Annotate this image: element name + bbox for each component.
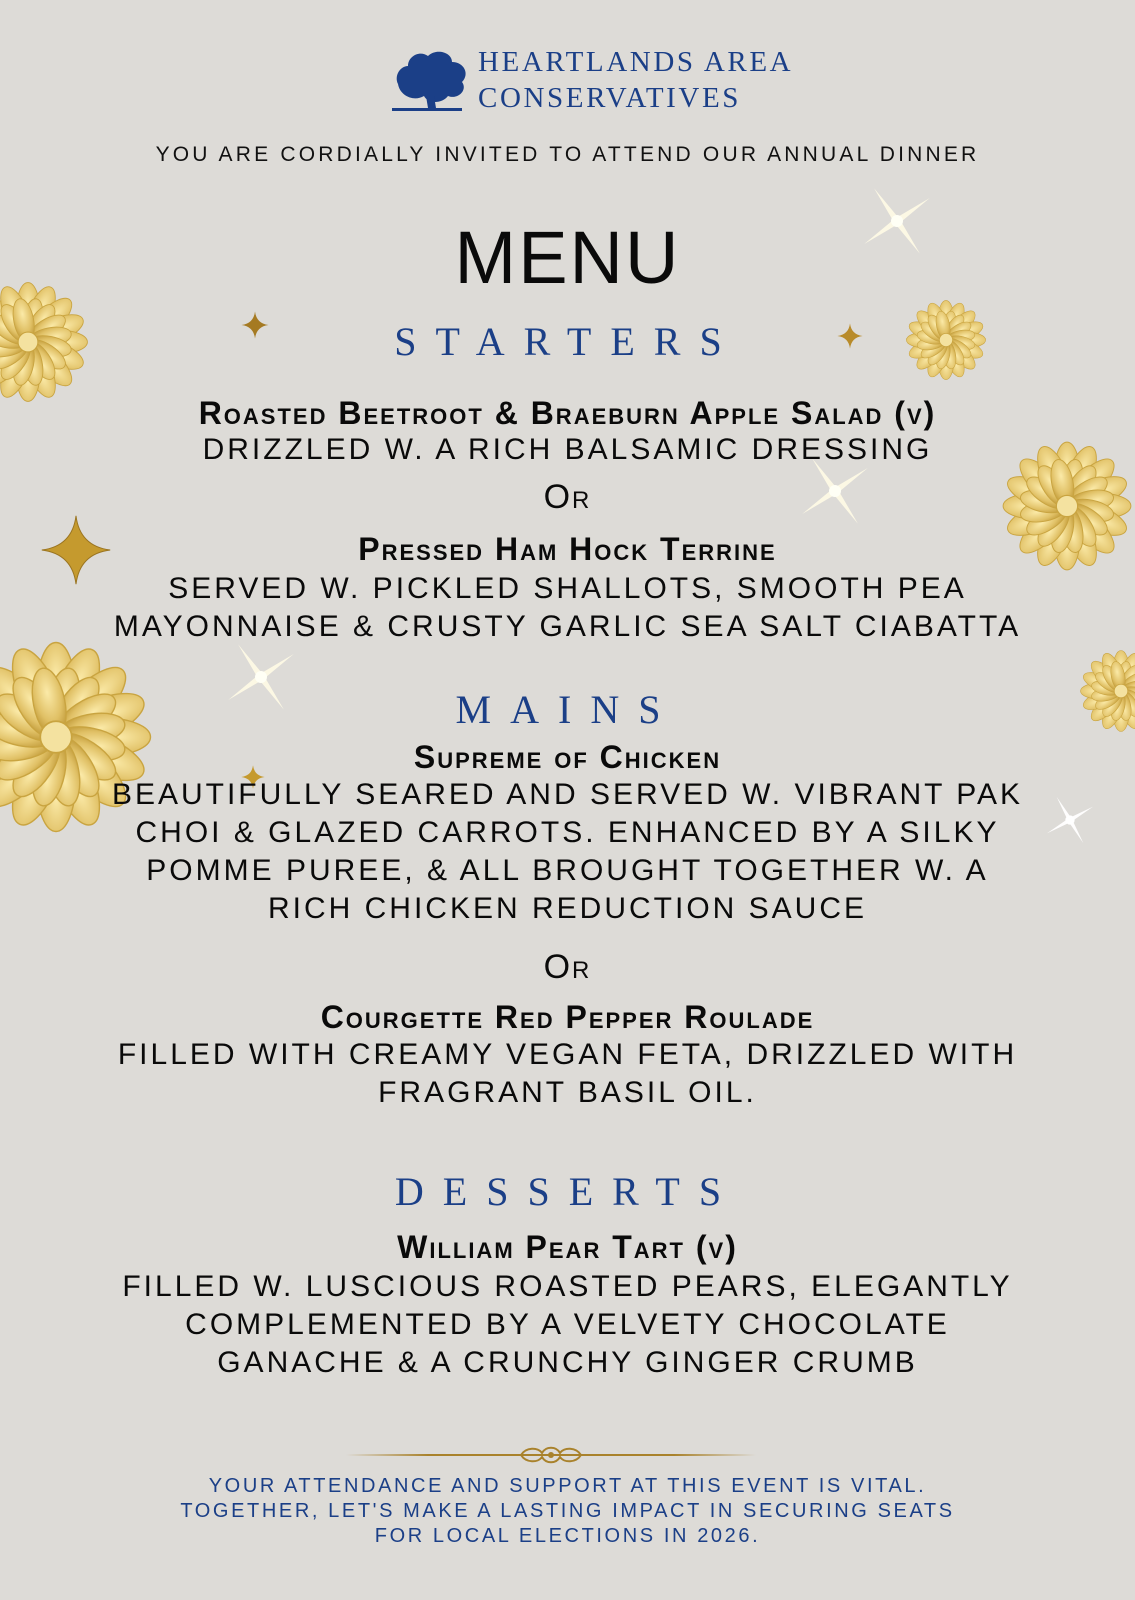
dish-description-line: SERVED W. PICKLED SHALLOTS, SMOOTH PEA bbox=[168, 572, 967, 605]
section-mains-heading: MAINS bbox=[455, 687, 680, 732]
dish-name: Courgette Red Pepper Roulade bbox=[320, 999, 815, 1035]
dish-description-line: FILLED WITH CREAMY VEGAN FETA, DRIZZLED WITH bbox=[117, 1038, 1018, 1071]
footer-line: YOUR ATTENDANCE AND SUPPORT AT THIS EVENT IS VITAL. bbox=[208, 1475, 927, 1497]
dish-name: Pressed Ham Hock Terrine bbox=[358, 531, 777, 567]
dish-name: Roasted Beetroot & Braeburn Apple Salad (v) bbox=[198, 395, 937, 431]
footer-line: FOR LOCAL ELECTIONS IN 2026. bbox=[374, 1525, 761, 1547]
section-desserts-heading: DESSERTS bbox=[394, 1169, 741, 1214]
invitation-text: YOU ARE CORDIALLY INVITED TO ATTEND OUR ANNUAL DINNER bbox=[155, 143, 980, 166]
dish-description-line: COMPLEMENTED BY A VELVETY CHOCOLATE bbox=[185, 1308, 950, 1341]
org-name-line2: CONSERVATIVES bbox=[478, 82, 741, 114]
dish-description-line: CHOI & GLAZED CARROTS. ENHANCED BY A SILKY bbox=[135, 816, 1000, 849]
dish-description-line: RICH CHICKEN REDUCTION SAUCE bbox=[267, 892, 868, 925]
or-separator: Or bbox=[543, 948, 592, 986]
dish-description-line: FILLED W. LUSCIOUS ROASTED PEARS, ELEGANTLY bbox=[122, 1270, 1013, 1303]
or-separator: Or bbox=[543, 478, 592, 516]
dish-description: DRIZZLED W. A RICH BALSAMIC DRESSING bbox=[202, 433, 933, 466]
org-name-line1: HEARTLANDS AREA bbox=[478, 46, 794, 78]
ornament-divider-icon bbox=[346, 1444, 756, 1466]
dish-description-line: GANACHE & A CRUNCHY GINGER CRUMB bbox=[217, 1346, 918, 1379]
dish-name: William Pear Tart (v) bbox=[397, 1229, 738, 1265]
footer-line: TOGETHER, LET'S MAKE A LASTING IMPACT IN SECURING SEATS bbox=[180, 1500, 955, 1522]
dish-description-line: BEAUTIFULLY SEARED AND SERVED W. VIBRANT PAK bbox=[111, 778, 1024, 811]
dish-name: Supreme of Chicken bbox=[413, 739, 722, 775]
dish-description-line: FRAGRANT BASIL OIL. bbox=[378, 1076, 757, 1109]
dish-description-line: MAYONNAISE & CRUSTY GARLIC SEA SALT CIABATTA bbox=[113, 610, 1022, 643]
organization-name bbox=[478, 44, 793, 116]
tree-logo-icon bbox=[392, 46, 472, 112]
menu-title: MENU bbox=[454, 216, 681, 299]
dish-description-line: POMME PUREE, & ALL BROUGHT TOGETHER W. A bbox=[146, 854, 989, 887]
footer-message bbox=[0, 1474, 1135, 1549]
section-starters-heading: STARTERS bbox=[394, 319, 741, 364]
